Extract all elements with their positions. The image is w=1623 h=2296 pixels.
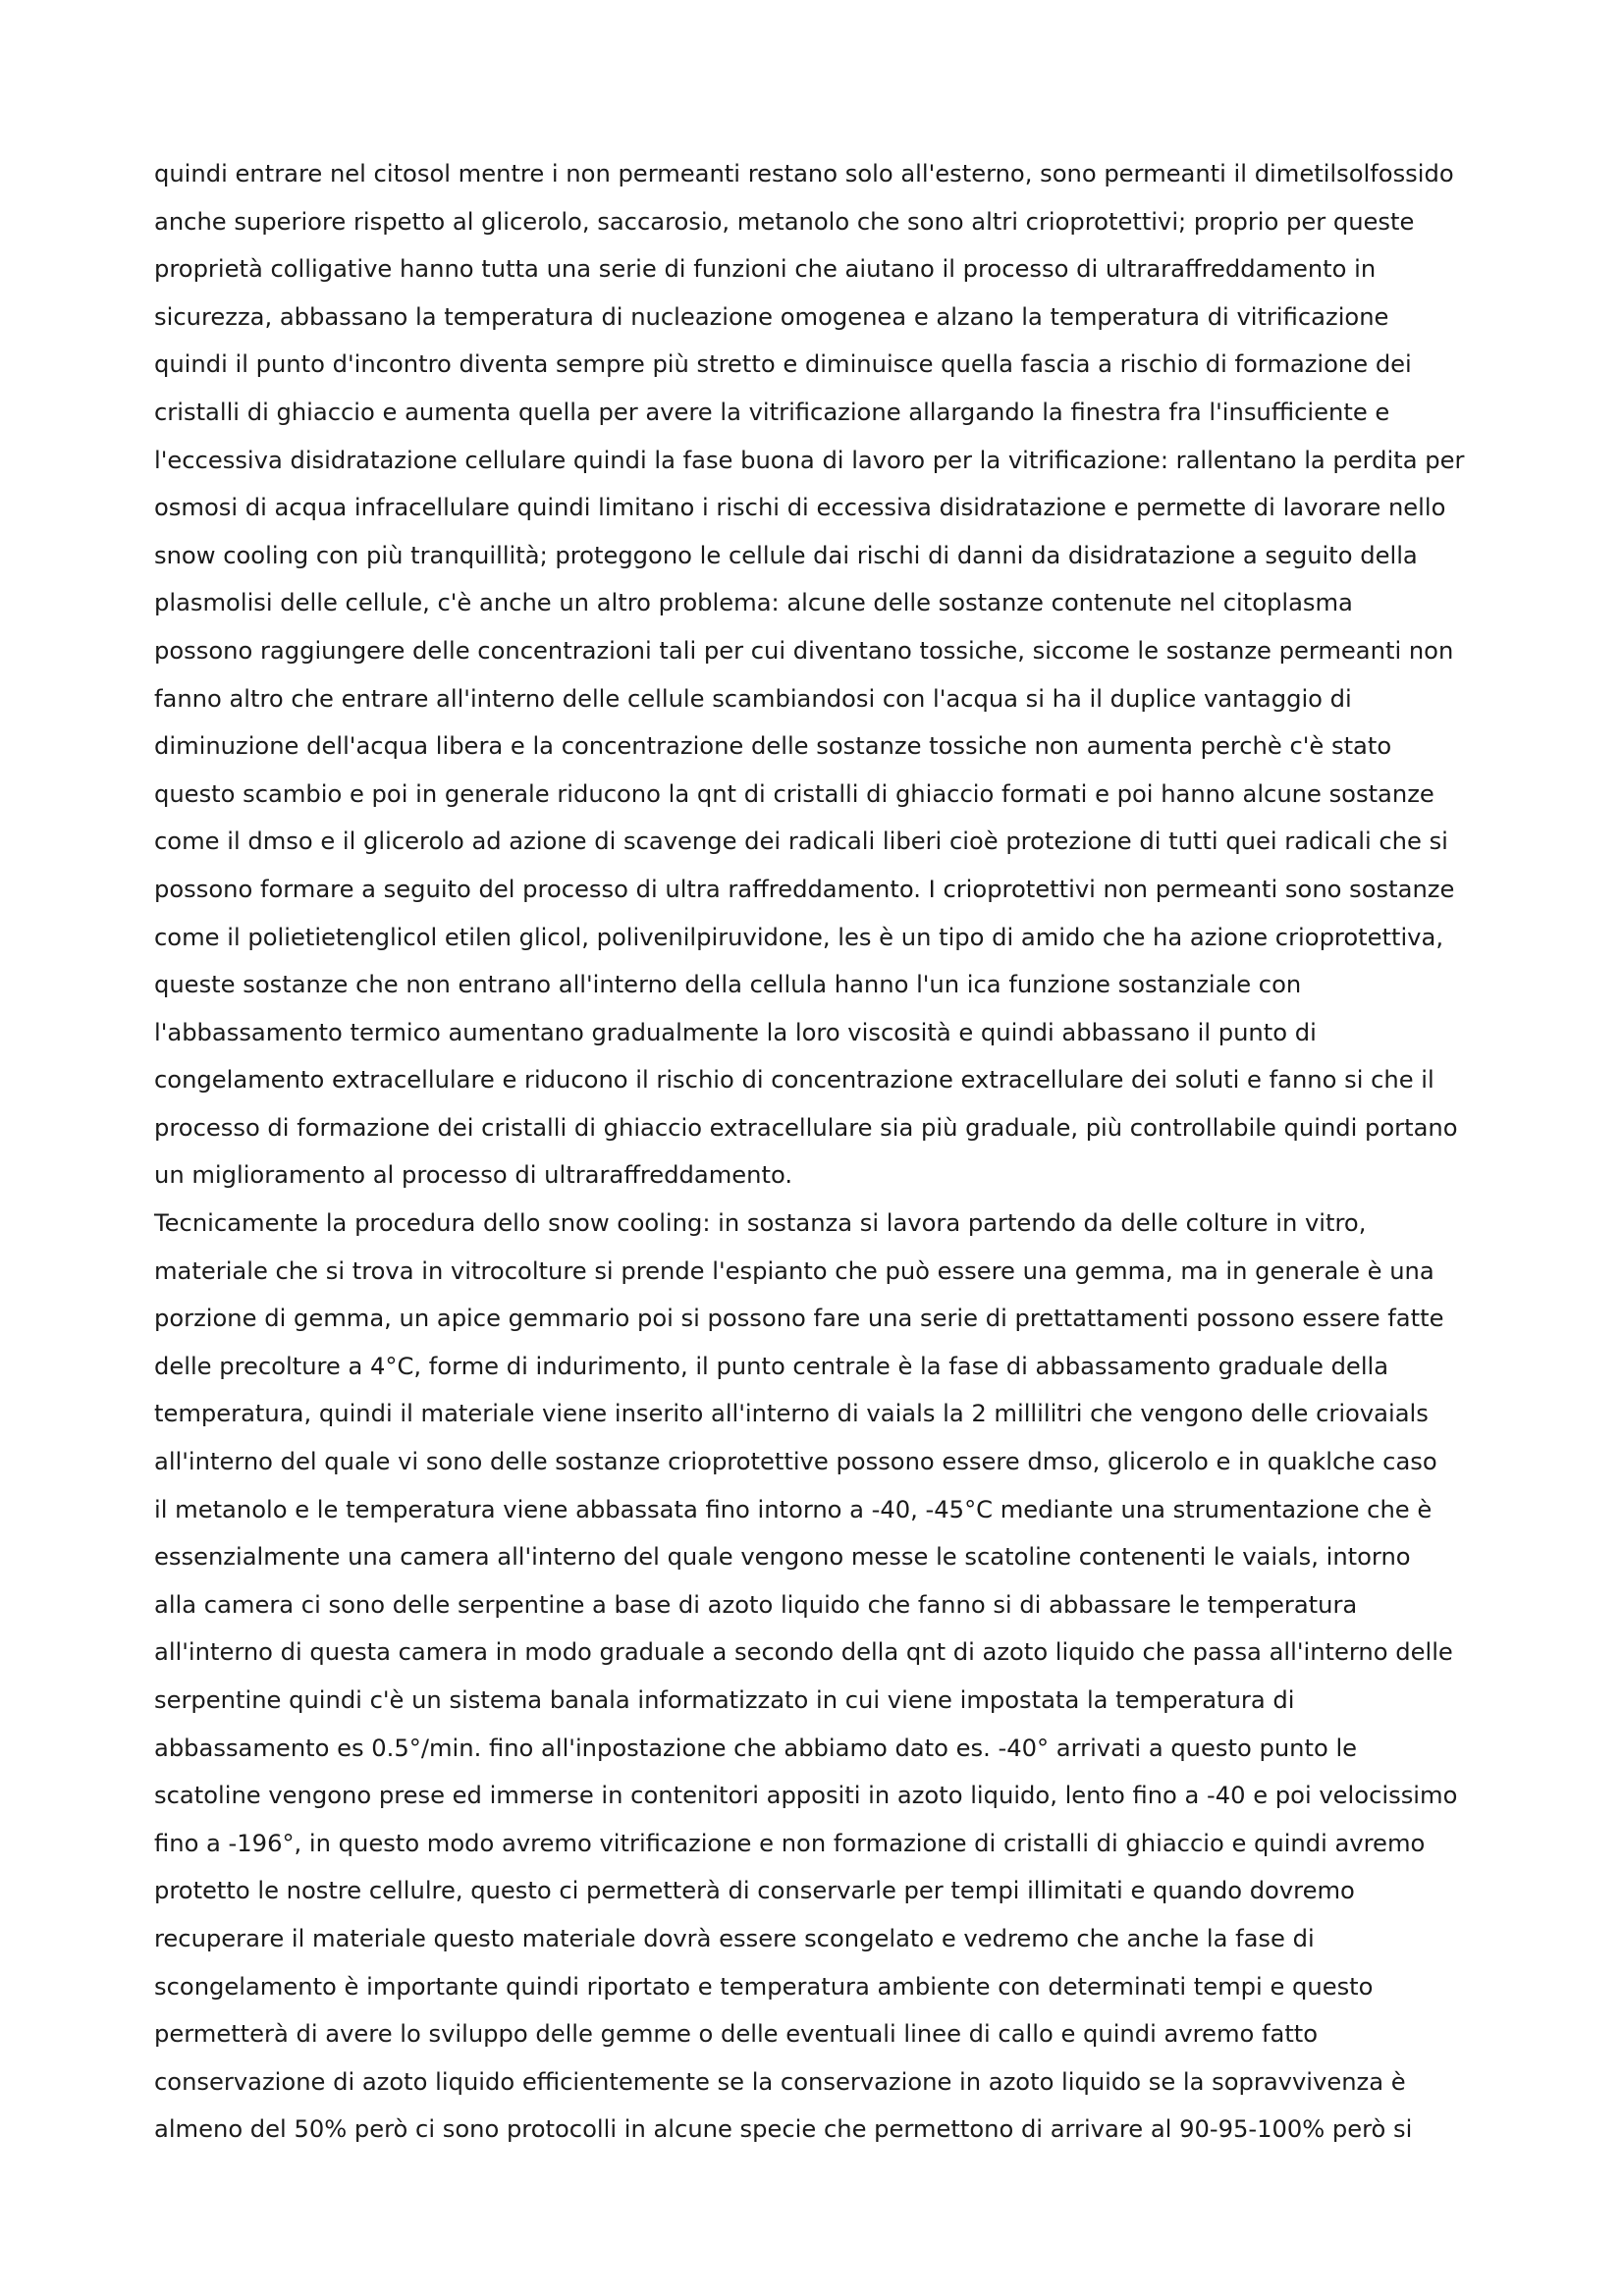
text-line: permetterà di avere lo sviluppo delle gemme o delle eventuali linee di callo e quindi avremo fatto [154,2020,1319,2049]
text-line: scongelamento è importante quindi riportato e temperatura ambiente con determinati tempi e questo [154,1972,1374,2001]
text-line: delle precolture a 4°C, forme di indurimento, il punto centrale è la fase di abbassamento graduale della [154,1352,1389,1380]
text-line: queste sostanze che non entrano all'interno della cellula hanno l'un ica funzione sostanziale con [154,971,1302,999]
text-line: fanno altro che entrare all'interno delle cellule scambiandosi con l'acqua si ha il duplice vantaggio di [154,684,1352,713]
text-line: proprietà colligative hanno tutta una serie di funzioni che aiutano il processo di ultraraffreddamento in [154,255,1377,284]
text-line: snow cooling con più tranquillità; proteggono le cellule dai rischi di danni da disidratazione a seguito della [154,541,1418,569]
text-line: all'interno di questa camera in modo graduale a secondo della qnt di azoto liquido che passa all'interno delle [154,1638,1453,1667]
text-line: anche superiore rispetto al glicerolo, saccarosio, metanolo che sono altri crioprotettivi; proprio per queste [154,207,1415,236]
text-line: recuperare il materiale questo materiale dovrà essere scongelato e vedremo che anche la fase di [154,1924,1315,1952]
text-line: diminuzione dell'acqua libera e la concentrazione delle sostanze tossiche non aumenta perchè c'è stato [154,732,1392,761]
text-line: questo scambio e poi in generale riducono la qnt di cristalli di ghiaccio formati e poi hanno alcune sostanze [154,779,1434,808]
body-text [154,150,1489,2154]
text-line: congelamento extracellulare e riducono il rischio di concentrazione extracellulare dei soluti e fanno si che il [154,1066,1434,1095]
text-line: il metanolo e le temperatura viene abbassata fino intorno a -40, -45°C mediante una strumentazione che è [154,1495,1433,1523]
text-line: quindi entrare nel citosol mentre i non permeanti restano solo all'esterno, sono permeanti il dimetilsolfossido [154,160,1454,187]
text-line: essenzialmente una camera all'interno del quale vengono messe le scatoline contenenti le vaials, intorno [154,1543,1411,1572]
text-line: quindi il punto d'incontro diventa sempre più stretto e diminuisce quella fascia a rischio di formazione dei [154,350,1412,379]
text-line: plasmolisi delle cellule, c'è anche un altro problema: alcune delle sostanze contenute nel citoplasma [154,589,1353,617]
text-line: temperatura, quindi il materiale viene inserito all'interno di vaials la 2 millilitri che vengono delle criovaials [154,1400,1429,1428]
text-line: l'eccessiva disidratazione cellulare quindi la fase buona di lavoro per la vitrificazione: rallentano la perdita per [154,446,1465,474]
text-line: possono raggiungere delle concentrazioni tali per cui diventano tossiche, siccome le sostanze permeanti non [154,636,1454,665]
text-line: all'interno del quale vi sono delle sostanze crioprotettive possono essere dmso, glicerolo e in quaklche caso [154,1448,1437,1476]
text-line: come il dmso e il glicerolo ad azione di scavenge dei radicali liberi cioè protezione di tutti quei radicali che si [154,828,1448,856]
text-line: osmosi di acqua infracellulare quindi limitano i rischi di eccessiva disidratazione e permette di lavorare nello [154,494,1446,522]
text-line: abbassamento es 0.5°/min. fino all'inpostazione che abbiamo dato es. -40° arrivati a questo punto le [154,1734,1358,1762]
text-line: conservazione di azoto liquido efficientemente se la conservazione in azoto liquido se la sopravvivenza è [154,2067,1406,2096]
text-line: l'abbassamento termico aumentano gradualmente la loro viscosità e quindi abbassano il punto di [154,1018,1317,1046]
text-line: possono formare a seguito del processo di ultra raffreddamento. I crioprotettivi non permeanti sono sostanze [154,875,1455,903]
text-line: materiale che si trova in vitrocolture si prende l'espianto che può essere una gemma, ma in generale è una [154,1256,1434,1285]
text-line: porzione di gemma, un apice gemmario poi si possono fare una serie di prettattamenti possono essere fatte [154,1305,1444,1333]
text-line: Tecnicamente la procedura dello snow cooling: in sostanza si lavora partendo da delle colture in vitro, [154,1209,1367,1238]
text-line: serpentine quindi c'è un sistema banala informatizzato in cui viene impostata la temperatura di [154,1686,1295,1714]
text-line: fino a -196°, in questo modo avremo vitrificazione e non formazione di cristalli di ghiaccio e quindi avremo [154,1829,1426,1857]
text-line: un miglioramento al processo di ultraraffreddamento. [154,1161,793,1190]
text-line: scatoline vengono prese ed immerse in contenitori appositi in azoto liquido, lento fino a -40 e poi velocissimo [154,1782,1458,1810]
text-line: processo di formazione dei cristalli di ghiaccio extracellulare sia più graduale, più controllabile quindi portano [154,1113,1458,1142]
text-line: sicurezza, abbassano la temperatura di nucleazione omogenea e alzano la temperatura di vitrificazione [154,302,1389,331]
text-line: almeno del 50% però ci sono protocolli in alcune specie che permettono di arrivare al 90-95-100% però si [154,2115,1413,2144]
text-line: protetto le nostre cellulre, questo ci permetterà di conservarle per tempi illimitati e quando dovremo [154,1877,1355,1905]
text-line: alla camera ci sono delle serpentine a base di azoto liquido che fanno si di abbassare le temperatura [154,1590,1358,1619]
text-line: come il polietietenglicol etilen glicol, polivenilpiruvidone, les è un tipo di amido che ha azione crioprotettiva, [154,923,1444,951]
text-line: cristalli di ghiaccio e aumenta quella per avere la vitrificazione allargando la finestra fra l'insufficiente e [154,398,1390,426]
